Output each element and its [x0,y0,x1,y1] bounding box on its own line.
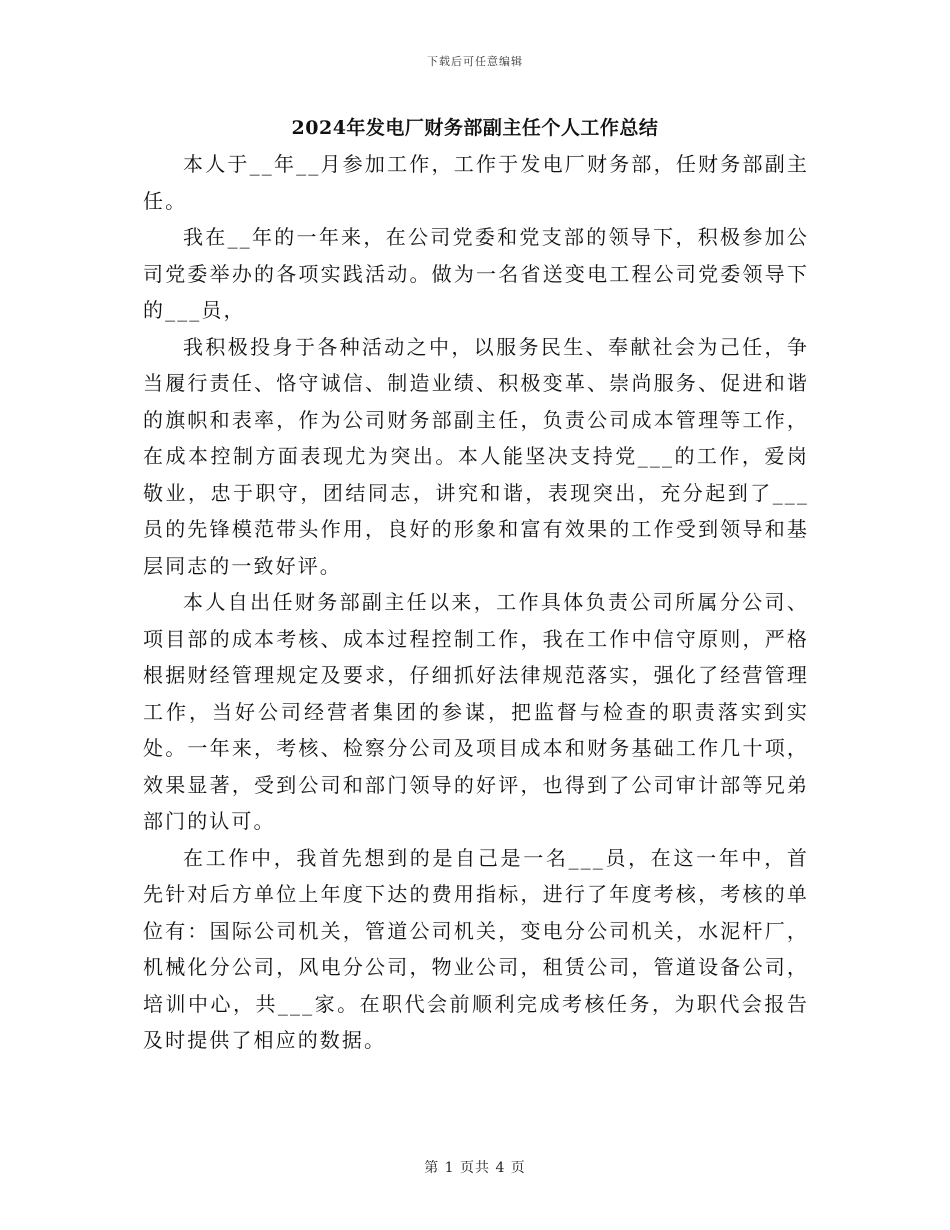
paragraph: 我积极投身于各种活动之中，以服务民生、奉献社会为己任，争当履行责任、恪守诚信、制造业绩、积极变革、崇尚服务、促进和谐的旗帜和表率，作为公司财务部副主任，负责公司成本管理等工作，在成本控制方面表现尤为突出。本人能坚决支持党___的工作，爱岗敬业，忠于职守，团结同志，讲究和谐，表现突出，充分起到了___员的先锋模范带头作用，良好的形象和富有效果的工作受到领导和基层同志的一致好评。 [143,334,809,578]
header-note: 下载后可任意编辑 [427,55,523,68]
paragraph: 本人自出任财务部副主任以来，工作具体负责公司所属分公司、项目部的成本考核、成本过程控制工作，我在工作中信守原则，严格根据财经管理规定及要求，仔细抓好法律规范落实，强化了经营管理工作，当好公司经营者集团的参谋，把监督与检查的职责落实到实处。一年来，考核、检察分公司及项目成本和财务基础工作几十项，效果显著，受到公司和部门领导的好评，也得到了公司审计部等兄弟部门的认可。 [143,590,809,833]
document-title: 2024年发电厂财务部副主任个人工作总结 [291,117,659,139]
paragraph: 在工作中，我首先想到的是自己是一名___员，在这一年中，首先针对后方单位上年度下达的费用指标，进行了年度考核，考核的单位有：国际公司机关，管道公司机关，变电分公司机关，水泥杆厂，机械化分公司，风电分公司，物业公司，租赁公司，管道设备公司，培训中心，共___家。在职代会前顺利完成考核任务，为职代会报告及时提供了相应的数据。 [143,845,809,1052]
page-number: 第 1 页共 4 页 [424,1160,526,1176]
paragraph: 我在__年的一年来，在公司党委和党支部的领导下，积极参加公司党委举办的各项实践活动。做为一名省送变电工程公司党委领导下的___员， [143,225,809,322]
paragraph: 本人于__年__月参加工作，工作于发电厂财务部，任财务部副主任。 [143,152,809,213]
document-body [143,146,809,1059]
